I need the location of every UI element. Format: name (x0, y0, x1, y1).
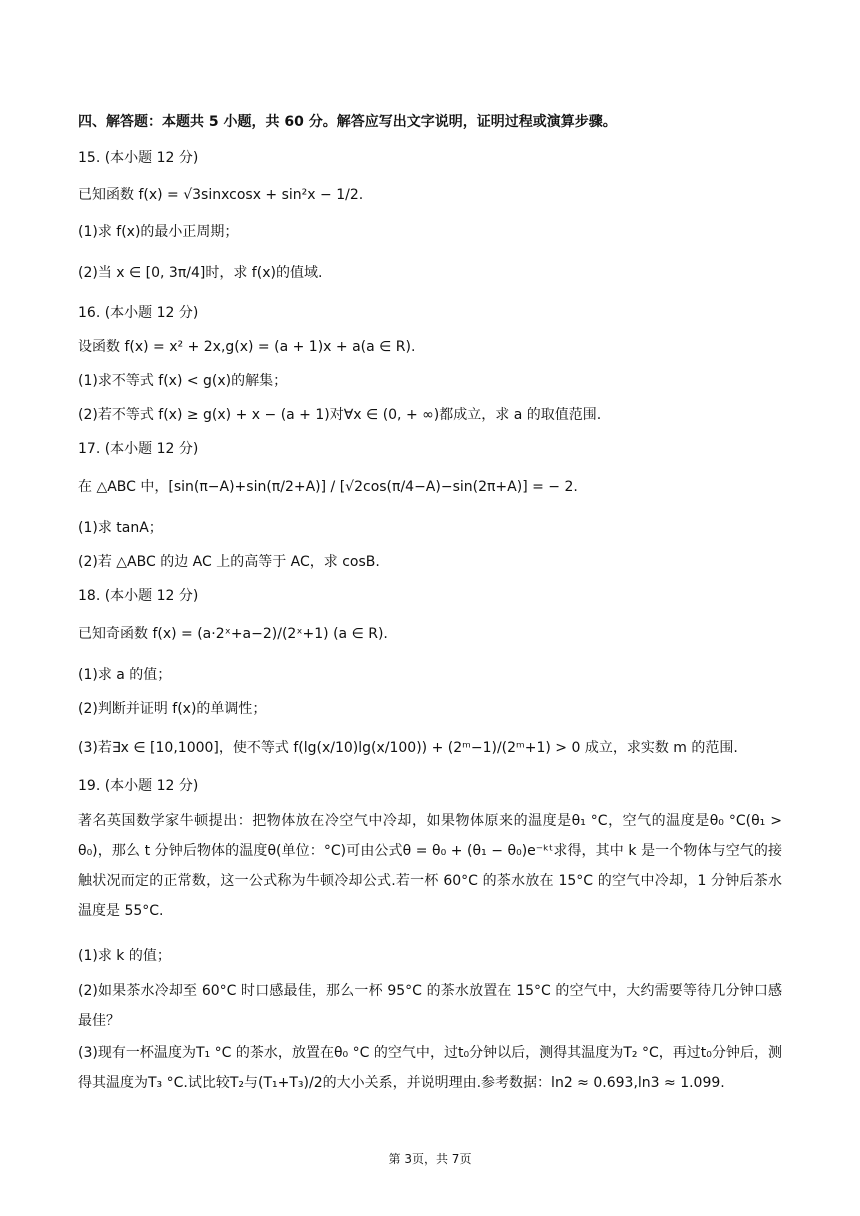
problem-17-header: 17. (本小题 12 分) (78, 441, 199, 457)
problem-16-header: 16. (本小题 12 分) (78, 305, 199, 321)
problem-16-stem: 设函数 f(x) = x² + 2x,g(x) = (a + 1)x + a(a ∈ R). (78, 339, 416, 355)
problem-19-part-3: (3)现有一杯温度为T₁ °C 的茶水，放置在θ₀ °C 的空气中，过t₀分钟以后，测得其温度为T₂ °C，再过t₀分钟后，测得其温度为T₃ °C.试比较T₂与(T₁+T₃)/2的大小关系，并说明理由.参考数据：ln2 ≈ 0.693,ln3 ≈ 1.099. (78, 1045, 782, 1091)
problem-15-stem: 已知函数 f(x) = √3sinxcosx + sin²x − 1/2. (78, 187, 364, 203)
problem-19-stem: 著名英国数学家牛顿提出：把物体放在冷空气中冷却，如果物体原来的温度是θ₁ °C，空气的温度是θ₀ °C(θ₁ > θ₀)，那么 t 分钟后物体的温度θ(单位：°C)可由公式θ = θ₀ + (θ₁ − θ₀)e⁻ᵏᵗ求得，其中 k 是一个物体与空气的接触状况而定的正常数，这一公式称为牛顿冷却公式.若一杯 60°C 的茶水放在 15°C 的空气中冷却，1 分钟后茶水温度是 55°C. (78, 813, 782, 919)
problem-17-part-2: (2)若 △ABC 的边 AC 上的高等于 AC，求 cosB. (78, 554, 380, 570)
problem-17-stem: 在 △ABC 中，[sin(π−A)+sin(π/2+A)] / [√2cos(π/4−A)−sin(2π+A)] = − 2. (78, 479, 578, 495)
page-footer: 第 3页，共 7页 (388, 1152, 472, 1166)
problem-19-header: 19. (本小题 12 分) (78, 778, 199, 794)
problem-18-part-2: (2)判断并证明 f(x)的单调性； (78, 701, 267, 717)
problem-16-part-1: (1)求不等式 f(x) < g(x)的解集； (78, 373, 288, 389)
problem-18-header: 18. (本小题 12 分) (78, 588, 199, 604)
problem-15-part-2: (2)当 x ∈ [0, 3π/4]时，求 f(x)的值域. (78, 265, 323, 281)
problem-19-part-2: (2)如果茶水冷却至 60°C 时口感最佳，那么一杯 95°C 的茶水放置在 15°C 的空气中，大约需要等待几分钟口感最佳？ (78, 983, 782, 1029)
problem-18-part-1: (1)求 a 的值； (78, 667, 172, 683)
problem-15-part-1: (1)求 f(x)的最小正周期； (78, 224, 239, 240)
problem-19-part-1: (1)求 k 的值； (78, 948, 171, 964)
problem-17-part-1: (1)求 tanA； (78, 520, 163, 536)
problem-16-part-2: (2)若不等式 f(x) ≥ g(x) + x − (a + 1)对∀x ∈ (0, + ∞)都成立，求 a 的取值范围. (78, 407, 602, 423)
section-heading: 四、解答题：本题共 5 小题，共 60 分。解答应写出文字说明，证明过程或演算步骤。 (78, 114, 617, 130)
problem-18-stem: 已知奇函数 f(x) = (a·2ˣ+a−2)/(2ˣ+1) (a ∈ R). (78, 626, 388, 642)
problem-18-part-3: (3)若∃x ∈ [10,1000]，使不等式 f(lg(x/10)lg(x/100)) + (2ᵐ−1)/(2ᵐ+1) > 0 成立，求实数 m 的范围. (78, 740, 738, 756)
problem-15-header: 15. (本小题 12 分) (78, 150, 199, 166)
